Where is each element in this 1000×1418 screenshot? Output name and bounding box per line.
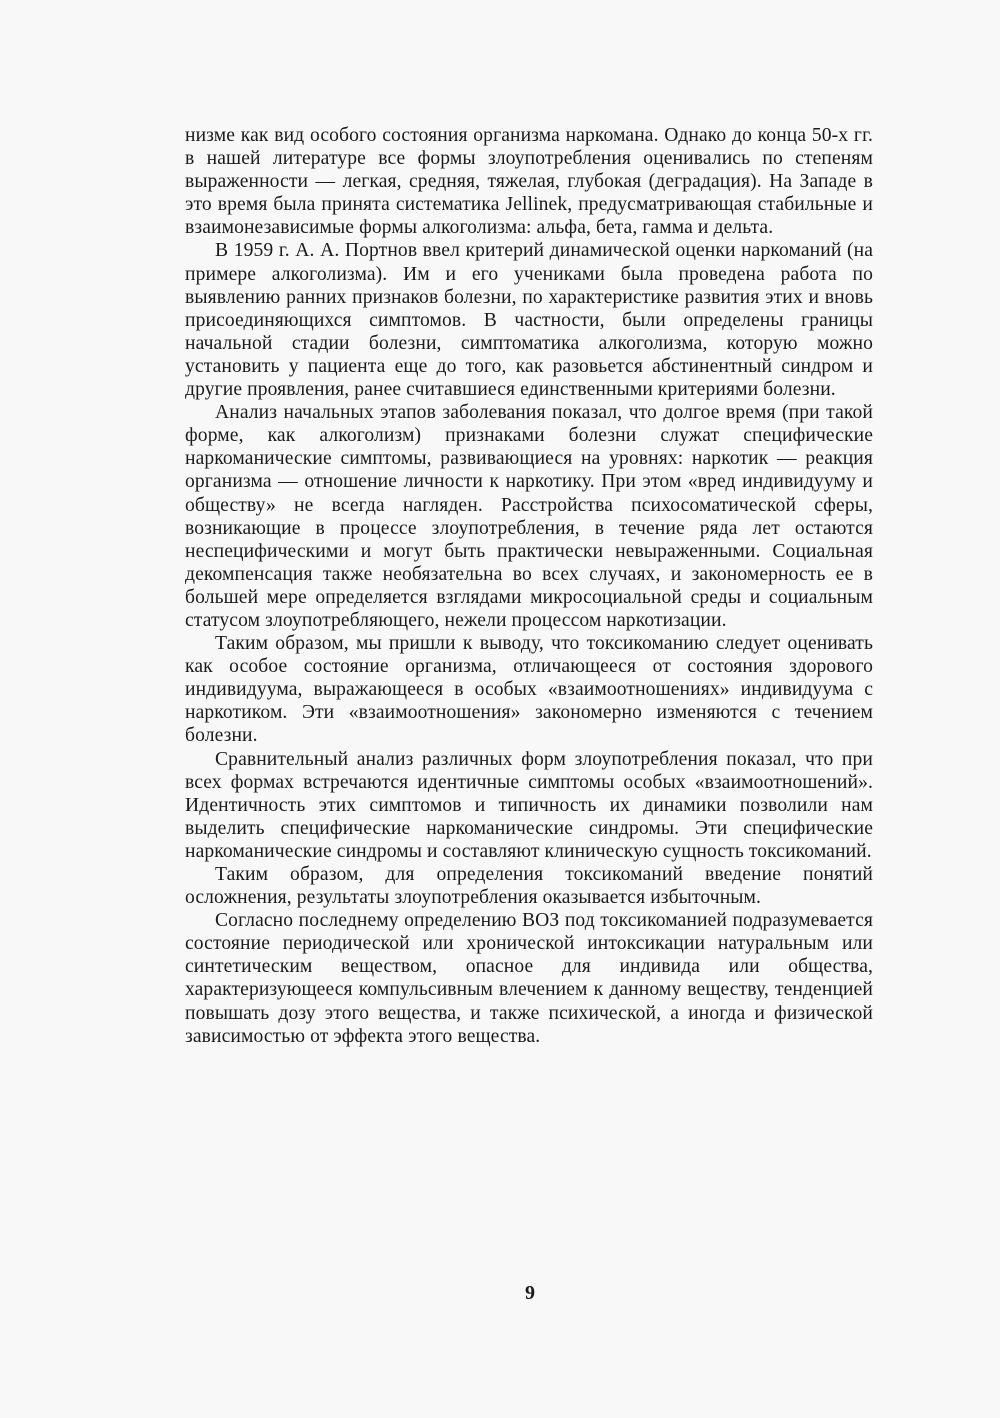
paragraph-4: Таким образом, мы пришли к выводу, что токсикоманию следует оценивать как особое состояние организма, отличающееся от состояния здорового индивидуума, выражающееся в особых «взаимоотношениях» индивидуума с наркотиком. Эти «взаимоотношения» закономерно изменяются с течением болезни. (185, 633, 873, 747)
paragraph-7: Согласно последнему определению ВОЗ под токсикоманией подразумевается состояние периодической или хронической интоксикации натуральным или синтетическим веществом, опасное для индивида или общества, характеризующееся компульсивным влечением к данному веществу, тенденцией повышать дозу этого вещества, и также психической, а иногда и физической зависимостью от эффекта этого вещества. (185, 910, 873, 1047)
paragraph-1: низме как вид особого состояния организма наркомана. Однако до конца 50-х гг. в нашей литературе все формы злоупотребления оценивались по степеням выраженности — легкая, средняя, тяжелая, глубокая (деградация). На Западе в это время была принята систематика Jellinek, предусматривающая стабильные и взаимонезависимые формы алкоголизма: альфа, бета, гамма и дельта. (185, 125, 873, 239)
paragraph-6: Таким образом, для определения токсикоманий введение понятий осложнения, результаты злоупотребления оказывается избыточным. (185, 864, 873, 909)
page-number: 9 (525, 1282, 535, 1304)
paragraph-2: В 1959 г. А. А. Портнов ввел критерий динамической оценки наркоманий (на примере алкоголизма). Им и его учениками была проведена работа по выявлению ранних признаков болезни, по характеристике развития этих и вновь присоединяющихся симптомов. В частности, были определены границы начальной стадии болезни, симптоматика алкоголизма, которую можно установить у пациента еще до того, как разовьется абстинентный синдром и другие проявления, ранее считавшиеся единственными критериями болезни. (185, 240, 873, 401)
paragraph-5: Сравнительный анализ различных форм злоупотребления показал, что при всех формах встречаются идентичные симптомы особых «взаимоотношений». Идентичность этих симптомов и типичность их динамики позволили нам выделить специфические наркоманические синдромы. Эти специфические наркоманические синдромы и составляют клиническую сущность токсикоманий. (185, 748, 873, 862)
body-text (185, 124, 873, 1048)
paragraph-3: Анализ начальных этапов заболевания показал, что долгое время (при такой форме, как алкоголизм) признаками болезни служат специфические наркоманические симптомы, развивающиеся на уровнях: наркотик — реакция организма — отношение личности к наркотику. При этом «вред индивидууму и обществу» не всегда нагляден. Расстройства психосоматической сферы, возникающие в процессе злоупотребления, в течение ряда лет остаются неспецифическими и могут быть практически невыраженными. Социальная декомпенсация также необязательна во всех случаях, и закономерность ее в большей мере определяется взглядами микросоциальной среды и социальным статусом злоупотребляющего, нежели процессом наркотизации. (185, 402, 873, 631)
